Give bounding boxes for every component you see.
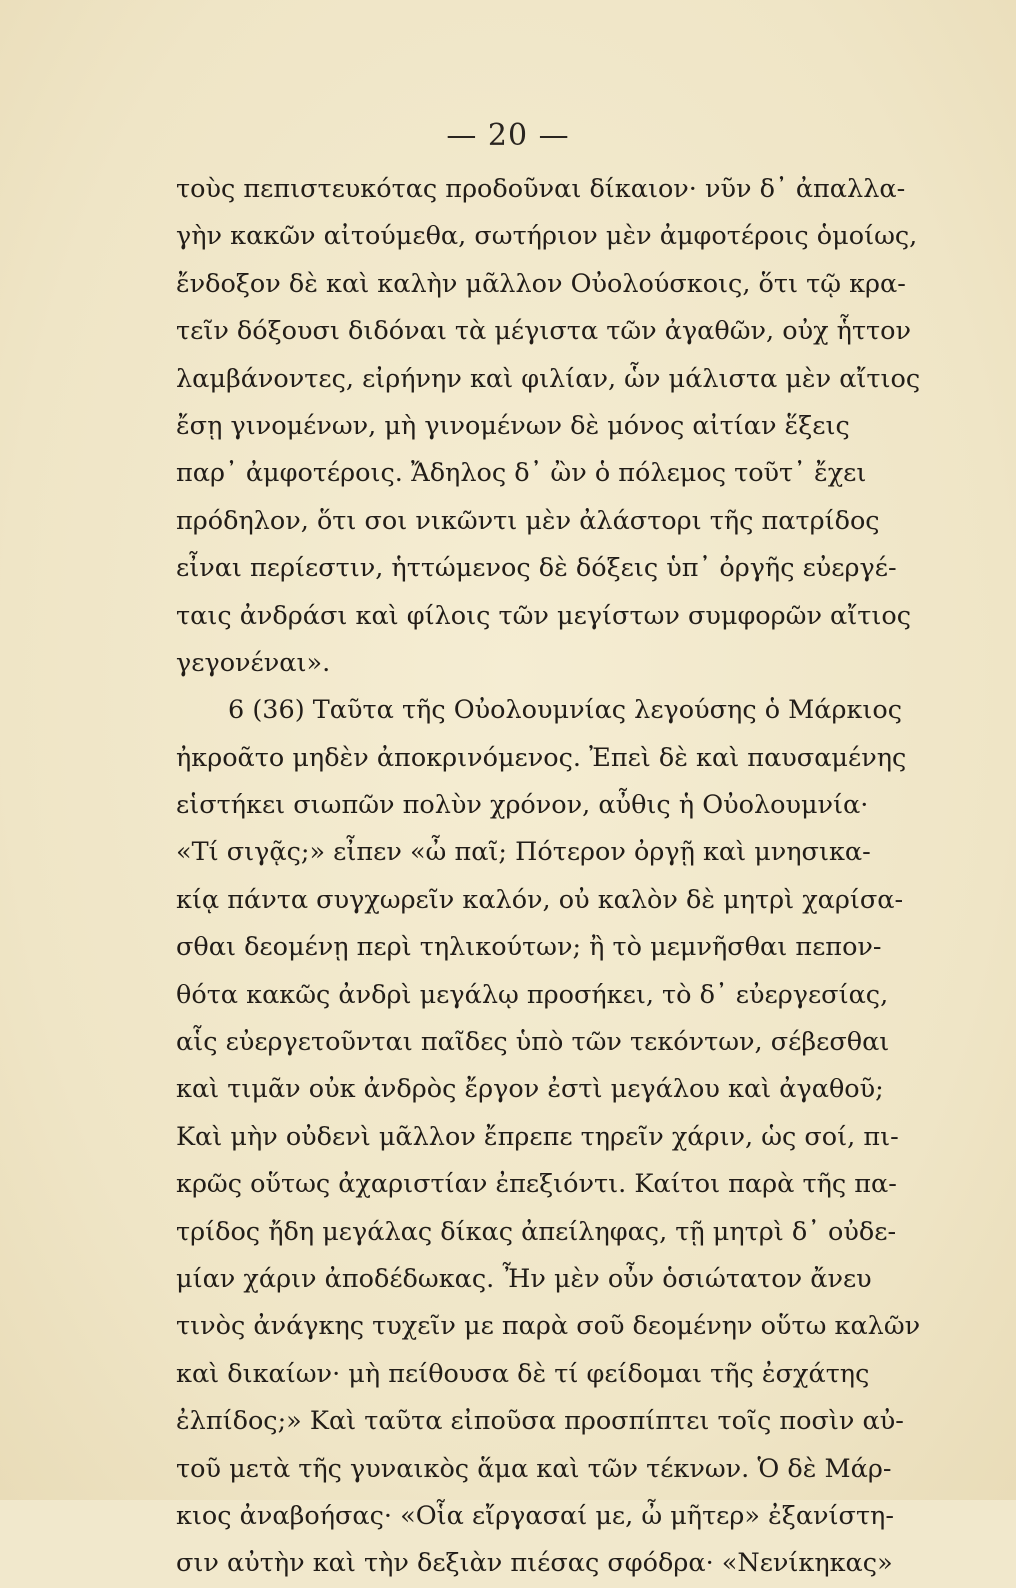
paragraph-start-line: 6 (36) Ταῦτα τῆς Οὐολουμνίας λεγούσης ὁ Μάρκιος [228, 695, 903, 726]
text-line: μίαν χάριν ἀποδέδωκας. Ἦν μὲν οὖν ὁσιώτατον ἄνευ [176, 1263, 872, 1294]
text-line: τρίδος ἤδη μεγάλας δίκας ἀπείληφας, τῇ μητρὶ δ᾽ οὐδε- [176, 1216, 897, 1247]
text-line: καὶ τιμᾶν οὐκ ἀνδρὸς ἔργον ἐστὶ μεγάλου καὶ ἀγαθοῦ; [176, 1074, 884, 1105]
text-line: τινὸς ἀνάγκης τυχεῖν με παρὰ σοῦ δεομένην οὕτω καλῶν [176, 1311, 921, 1342]
text-line: παρ᾽ ἀμφοτέροις. Ἄδηλος δ᾽ ὢν ὁ πόλεμος τοῦτ᾽ ἔχει [176, 458, 867, 489]
text-line: λαμβάνοντες, εἰρήνην καὶ φιλίαν, ὧν μάλιστα μὲν αἴτιος [176, 363, 921, 394]
text-line: ἔσῃ γινομένων, μὴ γινομένων δὲ μόνος αἰτίαν ἕξεις [176, 410, 850, 441]
text-line: αἷς εὐεργετοῦνται παῖδες ὑπὸ τῶν τεκόντων, σέβεσθαι [176, 1027, 890, 1058]
text-line: σιν αὐτὴν καὶ τὴν δεξιὰν πιέσας σφόδρα· «Νενίκηκας» [176, 1548, 893, 1579]
text-line: τεῖν δόξουσι διδόναι τὰ μέγιστα τῶν ἀγαθῶν, οὐχ ἧττον [176, 316, 912, 347]
text-line: εἶναι περίεστιν, ἡττώμενος δὲ δόξεις ὑπ᾽ ὀργῆς εὐεργέ- [176, 553, 897, 584]
text-line: ἠκροᾶτο μηδὲν ἀποκρινόμενος. Ἐπεὶ δὲ καὶ παυσαμένης [176, 742, 907, 773]
text-line: ἔνδοξον δὲ καὶ καλὴν μᾶλλον Οὐολούσκοις, ὅτι τῷ κρα- [176, 268, 906, 299]
text-line: καὶ δικαίων· μὴ πείθουσα δὲ τί φείδομαι τῆς ἐσχάτης [176, 1358, 870, 1389]
text-line: ταις ἀνδράσι καὶ φίλοις τῶν μεγίστων συμφορῶν αἴτιος [176, 600, 912, 631]
text-line: κιος ἀναβοήσας· «Οἷα εἴργασαί με, ὦ μῆτερ» ἐξανίστη- [176, 1500, 894, 1531]
text-line: σθαι δεομένῃ περὶ τηλικούτων; ἢ τὸ μεμνῆσθαι πεπον- [176, 932, 882, 963]
body-text [176, 166, 966, 1588]
text-line: γὴν κακῶν αἰτούμεθα, σωτήριον μὲν ἀμφοτέροις ὁμοίως, [176, 221, 918, 252]
text-line: τοὺς πεπιστευκότας προδοῦναι δίκαιον· νῦν δ᾽ ἀπαλλα- [176, 174, 906, 204]
text-line: τοῦ μετὰ τῆς γυναικὸς ἅμα καὶ τῶν τέκνων. Ὁ δὲ Μάρ- [176, 1453, 892, 1484]
text-line: «Τί σιγᾷς;» εἶπεν «ὦ παῖ; Πότερον ὀργῇ καὶ μνησικα- [176, 837, 871, 868]
text-line: εἱστήκει σιωπῶν πολὺν χρόνον, αὖθις ἡ Οὐολουμνία· [176, 790, 869, 821]
text-line: κίᾳ πάντα συγχωρεῖν καλόν, οὐ καλὸν δὲ μητρὶ χαρίσα- [176, 884, 904, 915]
text-line: Καὶ μὴν οὐδενὶ μᾶλλον ἔπρεπε τηρεῖν χάριν, ὡς σοί, πι- [176, 1121, 899, 1152]
text-line: ἐλπίδος;» Καὶ ταῦτα εἰποῦσα προσπίπτει τοῖς ποσὶν αὐ- [176, 1406, 904, 1437]
text-line: πρόδηλον, ὅτι σοι νικῶντι μὲν ἀλάστορι τῆς πατρίδος [176, 505, 880, 536]
text-line: θότα κακῶς ἀνδρὶ μεγάλῳ προσήκει, τὸ δ᾽ εὐεργεσίας, [176, 979, 889, 1010]
text-line: κρῶς οὕτως ἀχαριστίαν ἐπεξιόντι. Καίτοι παρὰ τῆς πα- [176, 1169, 897, 1200]
page-number: — 20 — [446, 118, 570, 153]
text-line: γεγονέναι». [176, 647, 331, 678]
